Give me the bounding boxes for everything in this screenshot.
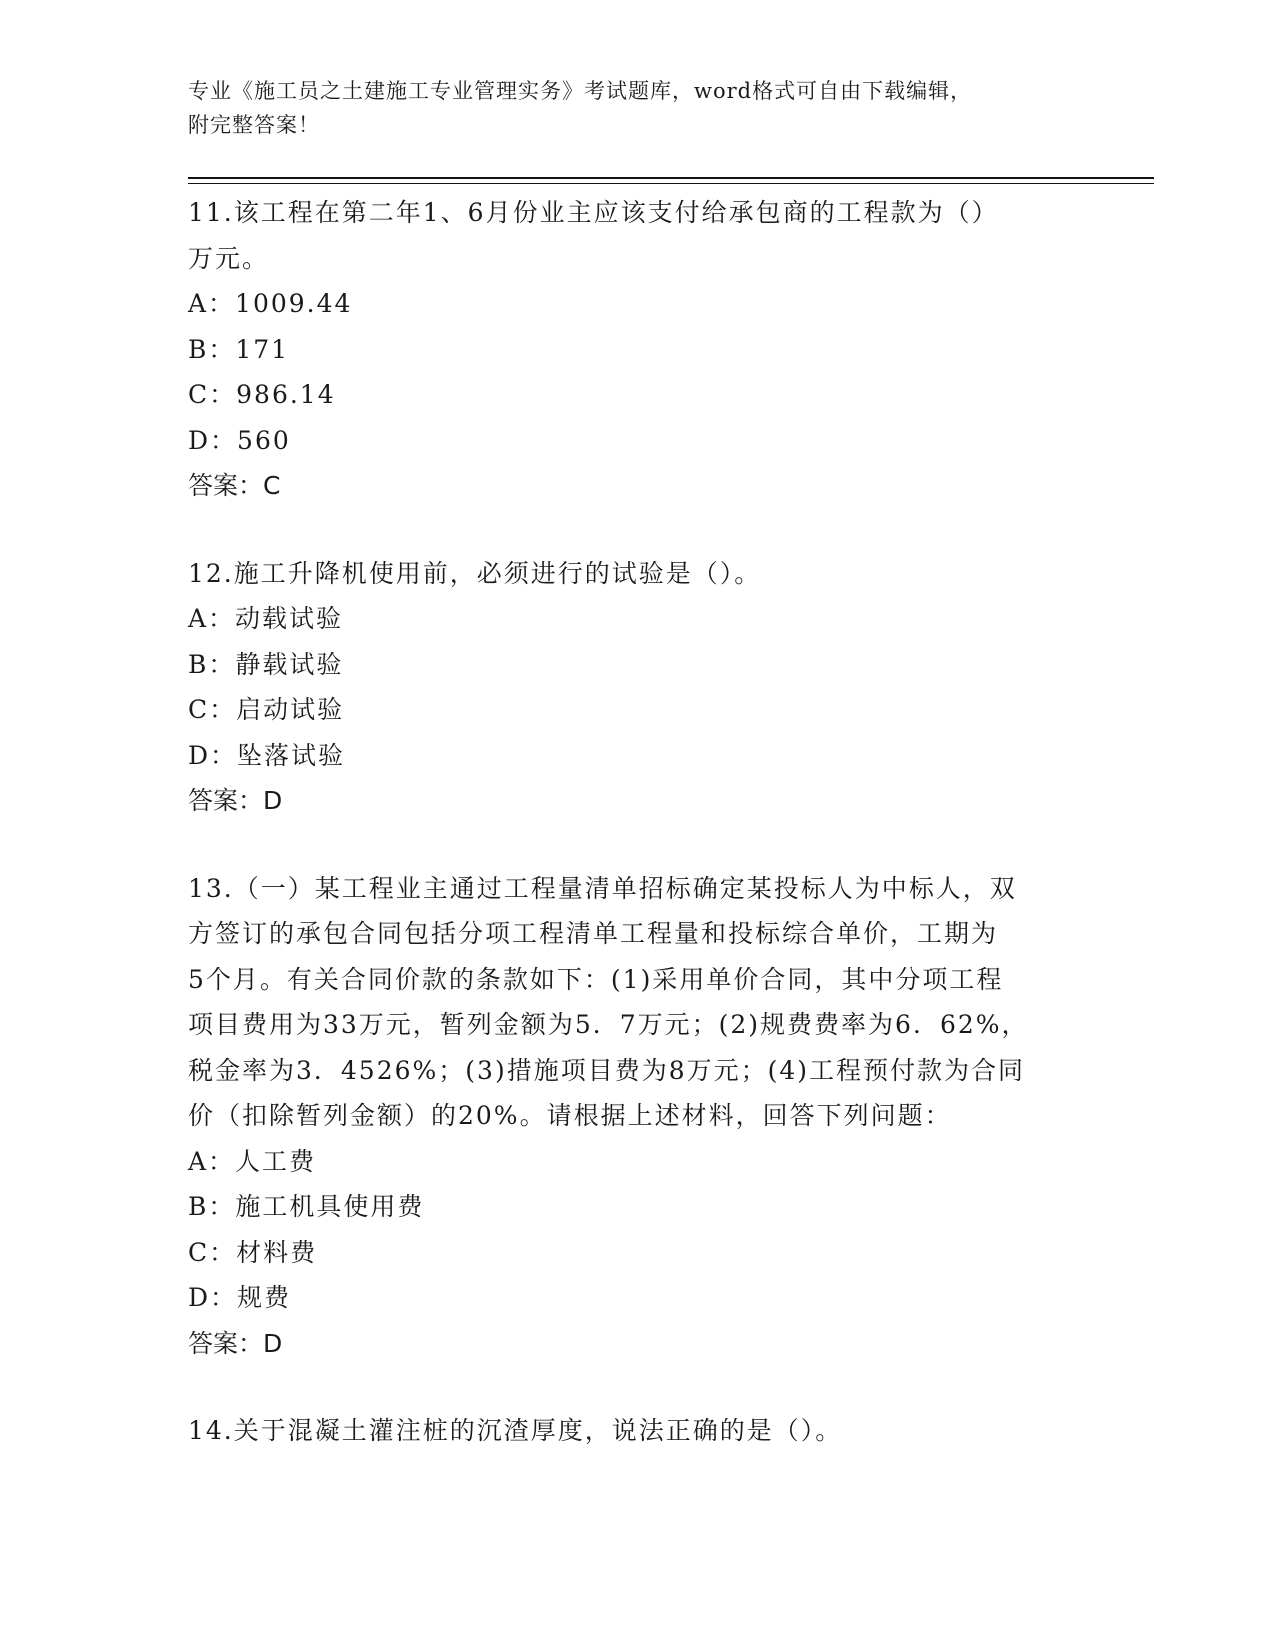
answer-line: 答案：D	[188, 786, 283, 815]
question-11	[188, 190, 1088, 509]
question-stem-line: 5个月。有关合同价款的条款如下：(1)采用单价合同，其中分项工程	[188, 964, 1004, 994]
question-stem-line: 项目费用为33万元，暂列金额为5．7万元；(2)规费费率为6．62%，	[188, 1010, 1029, 1039]
question-stem-line: 价（扣除暂列金额）的20%。请根据上述材料，回答下列问题：	[188, 1101, 952, 1130]
question-stem-line: 方签订的承包合同包括分项工程清单工程量和投标综合单价，工期为	[188, 919, 999, 948]
option-d: D：规费	[188, 1283, 292, 1312]
option-d: D：坠落试验	[188, 740, 346, 770]
question-list	[188, 190, 1088, 1496]
question-stem-line: 12.施工升降机使用前，必须进行的试验是（）。	[188, 558, 762, 588]
option-b: B：施工机具使用费	[188, 1192, 425, 1221]
option-a: A：动载试验	[188, 604, 344, 633]
option-a: A：人工费	[188, 1146, 317, 1176]
option-c: C：启动试验	[188, 695, 345, 724]
option-d: D：560	[188, 425, 291, 455]
question-stem-line: 14.关于混凝土灌注桩的沉渣厚度，说法正确的是（）。	[188, 1416, 843, 1445]
header-rule-thick	[188, 177, 1154, 179]
question-12	[188, 551, 1088, 824]
header-line-2: 附完整答案！	[188, 113, 320, 137]
document-header	[188, 74, 1088, 142]
option-a: A：1009.44	[188, 289, 353, 318]
question-stem-line: 万元。	[188, 243, 270, 273]
option-c: C：材料费	[188, 1237, 318, 1267]
question-13	[188, 866, 1088, 1367]
header-line-1: 专业《施工员之土建施工专业管理实务》考试题库，word格式可自由下载编辑，	[188, 79, 973, 103]
question-stem-line: 税金率为3．4526%；(3)措施项目费为8万元；(4)工程预付款为合同	[188, 1055, 1026, 1085]
option-b: B：静载试验	[188, 649, 344, 679]
answer-line: 答案：C	[188, 471, 281, 500]
header-rule-thin	[188, 183, 1154, 184]
option-c: C：986.14	[188, 380, 336, 409]
option-b: B：171	[188, 334, 290, 364]
question-stem-line: 13.（一）某工程业主通过工程量清单招标确定某投标人为中标人，双	[188, 873, 1017, 903]
answer-line: 答案：D	[188, 1328, 283, 1358]
question-14	[188, 1408, 1088, 1454]
question-stem-line: 11.该工程在第二年1、6月份业主应该支付给承包商的工程款为（）	[188, 198, 999, 227]
